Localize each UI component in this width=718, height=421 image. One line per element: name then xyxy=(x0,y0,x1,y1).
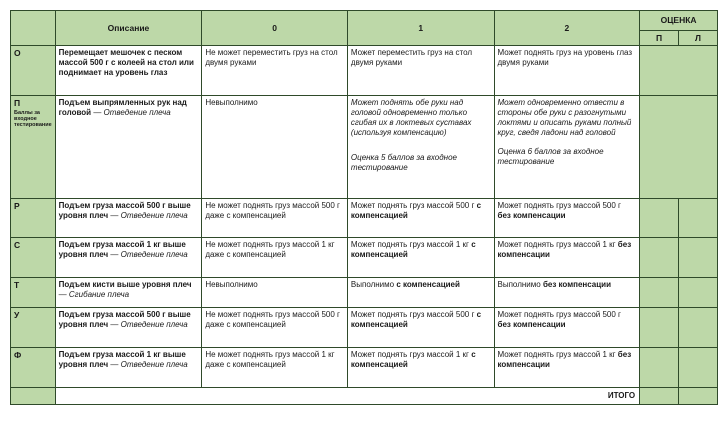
score-2-pre: Может поднять груз массой 1 кг xyxy=(497,240,618,250)
score-1-pre: Может поднять груз массой 1 кг xyxy=(350,350,472,360)
score-0-text: Не может поднять груз массой 500 г даже с компенсацией xyxy=(202,199,348,238)
assessment-table-container xyxy=(10,10,718,405)
row-letter: О xyxy=(11,46,56,96)
header-right: Л xyxy=(679,31,718,46)
score-2-text xyxy=(494,308,640,348)
table-row xyxy=(11,348,718,388)
description-bold: Подъем груза массой 500 г выше уровня плеч xyxy=(58,310,191,330)
header-letter-blank xyxy=(11,11,56,46)
header-description: Описание xyxy=(55,11,202,46)
score-1-pre: Может поднять груз массой 500 г xyxy=(350,201,477,211)
score-2-pre: Может поднять груз массой 1 кг xyxy=(497,350,618,360)
score-1-bold: с компенсацией xyxy=(350,240,476,260)
rating-right-cell[interactable] xyxy=(679,238,718,278)
description-bold: Подъем груза массой 500 г выше уровня плеч xyxy=(58,201,191,221)
score-1-note: Оценка 5 баллов за входное тестирование xyxy=(350,153,457,173)
rating-left-cell[interactable] xyxy=(640,238,679,278)
description-italic: Отведение плеча xyxy=(120,211,188,221)
row-letter: Ф xyxy=(11,348,56,388)
rating-left-cell[interactable] xyxy=(640,348,679,388)
score-0-text: Не может поднять груз массой 1 кг даже с компенсацией xyxy=(202,348,348,388)
description-bold: Подъем груза массой 1 кг выше уровня плеч xyxy=(58,350,186,370)
table-row xyxy=(11,199,718,238)
description-bold: Подъем груза массой 1 кг выше уровня плеч xyxy=(58,240,186,260)
row-description xyxy=(55,348,202,388)
description-italic: Отведение плеча xyxy=(120,360,188,370)
score-2-pre: Может поднять груз массой 500 г xyxy=(497,310,621,320)
header-rating: ОЦЕНКА xyxy=(640,11,718,31)
score-1-bold: с компенсацией xyxy=(350,350,476,370)
score-1-bold: с компенсацией xyxy=(350,310,482,330)
score-2-pre: Выполнимо xyxy=(497,280,543,290)
score-2-bold: без компенсации xyxy=(497,350,632,370)
score-2-text xyxy=(494,96,640,199)
score-1-text xyxy=(347,96,494,199)
score-2-bold: без компенсации xyxy=(497,240,632,260)
row-letter: Р xyxy=(11,199,56,238)
rating-right-cell[interactable] xyxy=(679,348,718,388)
table-row xyxy=(11,96,718,199)
score-2-bold: без компенсации xyxy=(497,320,566,330)
row-description xyxy=(55,238,202,278)
score-2-text xyxy=(494,199,640,238)
header-score-2: 2 xyxy=(494,11,640,46)
total-right-cell[interactable] xyxy=(679,388,718,405)
row-letter: У xyxy=(11,308,56,348)
dash: — xyxy=(110,211,119,221)
score-1-text xyxy=(347,199,494,238)
row-letter xyxy=(11,96,56,199)
description-italic: Сгибание плеча xyxy=(68,290,130,300)
header-left: П xyxy=(640,31,679,46)
description-italic: Отведение плеча xyxy=(120,250,188,260)
score-2-text: Может поднять груз на уровень глаз двумя руками xyxy=(494,46,640,96)
dash: — xyxy=(110,250,119,260)
table-row xyxy=(11,46,718,96)
score-0-text: Невыполнимо xyxy=(202,278,348,308)
rating-left-cell[interactable] xyxy=(640,278,679,308)
row-description xyxy=(55,199,202,238)
score-1-text xyxy=(347,348,494,388)
score-2-text xyxy=(494,348,640,388)
score-1-text: Может переместить груз на стол двумя руками xyxy=(347,46,494,96)
score-1-text xyxy=(347,238,494,278)
score-1-bold: с компенсацией xyxy=(350,201,482,221)
dash: — xyxy=(58,290,67,300)
total-row xyxy=(11,388,718,405)
score-2-description: Может одновременно отвести в стороны обе руки с разогнутыми локтями и описать руками полный круг, сведя ладони над головой xyxy=(497,98,632,137)
dash: — xyxy=(110,360,119,370)
score-1-description: Может поднять обе руки над головой одновременно только сгибая их в локтевых суставах (используя компенсацию) xyxy=(350,98,472,137)
score-2-bold: без компенсации xyxy=(497,211,566,221)
rating-merged-cell xyxy=(640,96,718,199)
total-blank xyxy=(11,388,56,405)
score-2-bold: без компенсации xyxy=(542,280,611,290)
score-0-text: Не может поднять груз массой 500 г даже с компенсацией xyxy=(202,308,348,348)
score-2-text xyxy=(494,278,640,308)
score-0-text: Не может переместить груз на стол двумя руками xyxy=(202,46,348,96)
assessment-table xyxy=(10,10,718,405)
row-description xyxy=(55,46,202,96)
dash: — xyxy=(110,320,119,330)
total-label: ИТОГО xyxy=(55,388,639,405)
description-italic: Отведение плеча xyxy=(120,320,188,330)
score-2-pre: Может поднять груз массой 500 г xyxy=(497,201,621,211)
total-left-cell[interactable] xyxy=(640,388,679,405)
table-row xyxy=(11,278,718,308)
row-description xyxy=(55,96,202,199)
header-score-1: 1 xyxy=(347,11,494,46)
score-1-pre: Может поднять груз массой 1 кг xyxy=(350,240,472,250)
header-score-0: 0 xyxy=(202,11,348,46)
description-italic: Отведение плеча xyxy=(103,108,171,118)
table-row xyxy=(11,238,718,278)
rating-left-cell[interactable] xyxy=(640,199,679,238)
description-bold: Перемещает мешочек с песком массой 500 г с колеей на стол или поднимает на уровень глаз xyxy=(58,48,194,77)
rating-left-cell[interactable] xyxy=(640,308,679,348)
row-letter-note: Баллы за входное тестирование xyxy=(14,109,52,129)
row-letter-text: П xyxy=(14,98,21,109)
rating-right-cell[interactable] xyxy=(679,308,718,348)
rating-right-cell[interactable] xyxy=(679,199,718,238)
row-letter: Т xyxy=(11,278,56,308)
score-1-text xyxy=(347,308,494,348)
row-description xyxy=(55,278,202,308)
score-0-text: Невыполнимо xyxy=(202,96,348,199)
score-1-bold: с компенсацией xyxy=(396,280,460,290)
row-description xyxy=(55,308,202,348)
score-1-text xyxy=(347,278,494,308)
score-2-note: Оценка 6 баллов за входное тестирование xyxy=(497,147,604,167)
row-letter: С xyxy=(11,238,56,278)
score-1-pre: Выполнимо xyxy=(350,280,397,290)
score-2-text xyxy=(494,238,640,278)
dash: — xyxy=(93,108,102,118)
rating-right-cell[interactable] xyxy=(679,278,718,308)
table-row xyxy=(11,308,718,348)
description-bold: Подъем выпрямленных рук над головой xyxy=(58,98,187,118)
score-1-pre: Может поднять груз массой 500 г xyxy=(350,310,477,320)
description-bold: Подъем кисти выше уровня плеч xyxy=(58,280,192,290)
score-0-text: Не может поднять груз массой 1 кг даже с компенсацией xyxy=(202,238,348,278)
rating-merged-cell xyxy=(640,46,718,96)
